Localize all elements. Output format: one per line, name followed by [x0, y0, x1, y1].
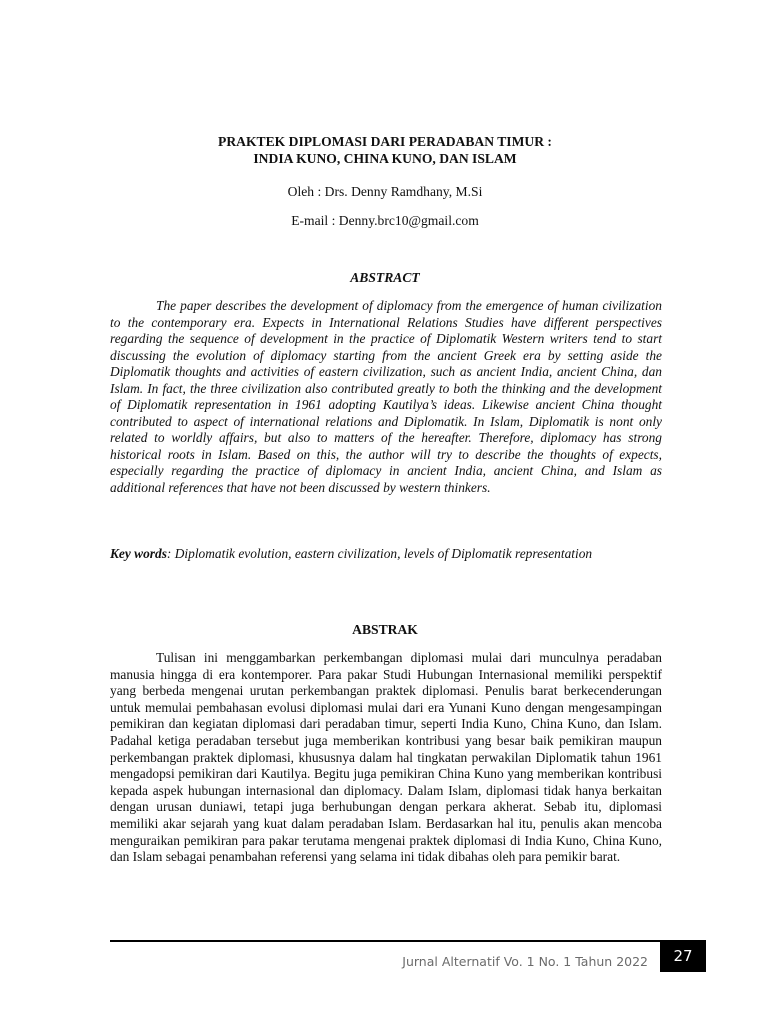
- paper-title: [110, 133, 660, 167]
- abstrak-body: Tulisan ini menggambarkan perkembangan diplomasi mulai dari munculnya peradaban manusia hingga di era kontemporer. Para pakar Studi Hubungan Internasional memiliki perspektif yang berbeda mengenai urutan perkembangan praktek diplomasi. Penulis barat berkecenderungan untuk memulai pembahasan evolusi diplomasi mulai dari era Yunani Kuno dengan mengesampingan pemikiran dan kegiatan diplomasi dari peradaban timur, seperti India Kuno, China Kuno, dan Islam. Padahal ketiga peradaban tersebut juga memberikan kontribusi yang besar baik pemikiran maupun perkembangan praktek diplomasi, khususnya dalam hal tingkatan perwakilan Diplomatik tahun 1961 mengadopsi pemikiran dari Kautilya. Begitu juga pemikiran China Kuno yang memberikan kontribusi kepada aspek hubungan internasional dan diplomacy. Dalam Islam, diplomasi tidak hanya berkaitan dengan urusan duniawi, tetapi juga berhubungan dengan perkara akherat. Sebab itu, diplomasi memiliki akar sejarah yang kuat dalam peradaban Islam. Berdasarkan hal itu, penulis akan mencoba menguraikan pemikiran para pakar terutama mengenai praktek diplomasi di India Kuno, China Kuno, dan Islam sebagai penambahan referensi yang selama ini tidak dibahas oleh para pemikir barat.: [110, 650, 662, 865]
- page-number: 27: [660, 940, 706, 972]
- journal-name: Jurnal Alternatif Vo. 1 No. 1 Tahun 2022: [402, 954, 648, 969]
- footer-rule: [110, 940, 662, 942]
- keywords-label: Key words: [110, 546, 167, 561]
- title-line-1: PRAKTEK DIPLOMASI DARI PERADABAN TIMUR :: [218, 134, 552, 149]
- abstract-body: The paper describes the development of diplomacy from the emergence of human civilization to the contemporary era. Expects in International Relations Studies have different perspectives regarding the sequence of development in the practice of Diplomatik Western writers tend to start discussing the evolution of diplomacy starting from the ancient Greek era by setting aside the Diplomatik thoughts and activities of eastern civilization, such as ancient India, ancient China, dan Islam. In fact, the three civilization also contributed greatly to both the thinking and the development of Diplomatik representation in 1961 adopting Kautilya’s ideas. Likewise ancient China thought contributed to aspect of international relations and Diplomatik. In Islam, Diplomatik is nont only related to worldly affairs, but also to matters of the hereafter. Therefore, diplomacy has strong historical roots in Islam. Based on this, the author will try to describe the thoughts of expects, especially regarding the practice of diplomacy in ancient India, ancient China, and Islam as additional references that have not been discussed by western thinkers.: [110, 298, 662, 495]
- keywords: [110, 546, 662, 563]
- author-line: Oleh : Drs. Denny Ramdhany, M.Si: [287, 184, 483, 199]
- abstrak-heading: ABSTRAK: [352, 622, 418, 637]
- abstract-heading: ABSTRACT: [350, 270, 420, 285]
- keywords-text: : Diplomatik evolution, eastern civilization, levels of Diplomatik representation: [166, 546, 593, 561]
- email-line: E-mail : Denny.brc10@gmail.com: [291, 213, 479, 228]
- title-line-2: INDIA KUNO, CHINA KUNO, DAN ISLAM: [253, 151, 517, 166]
